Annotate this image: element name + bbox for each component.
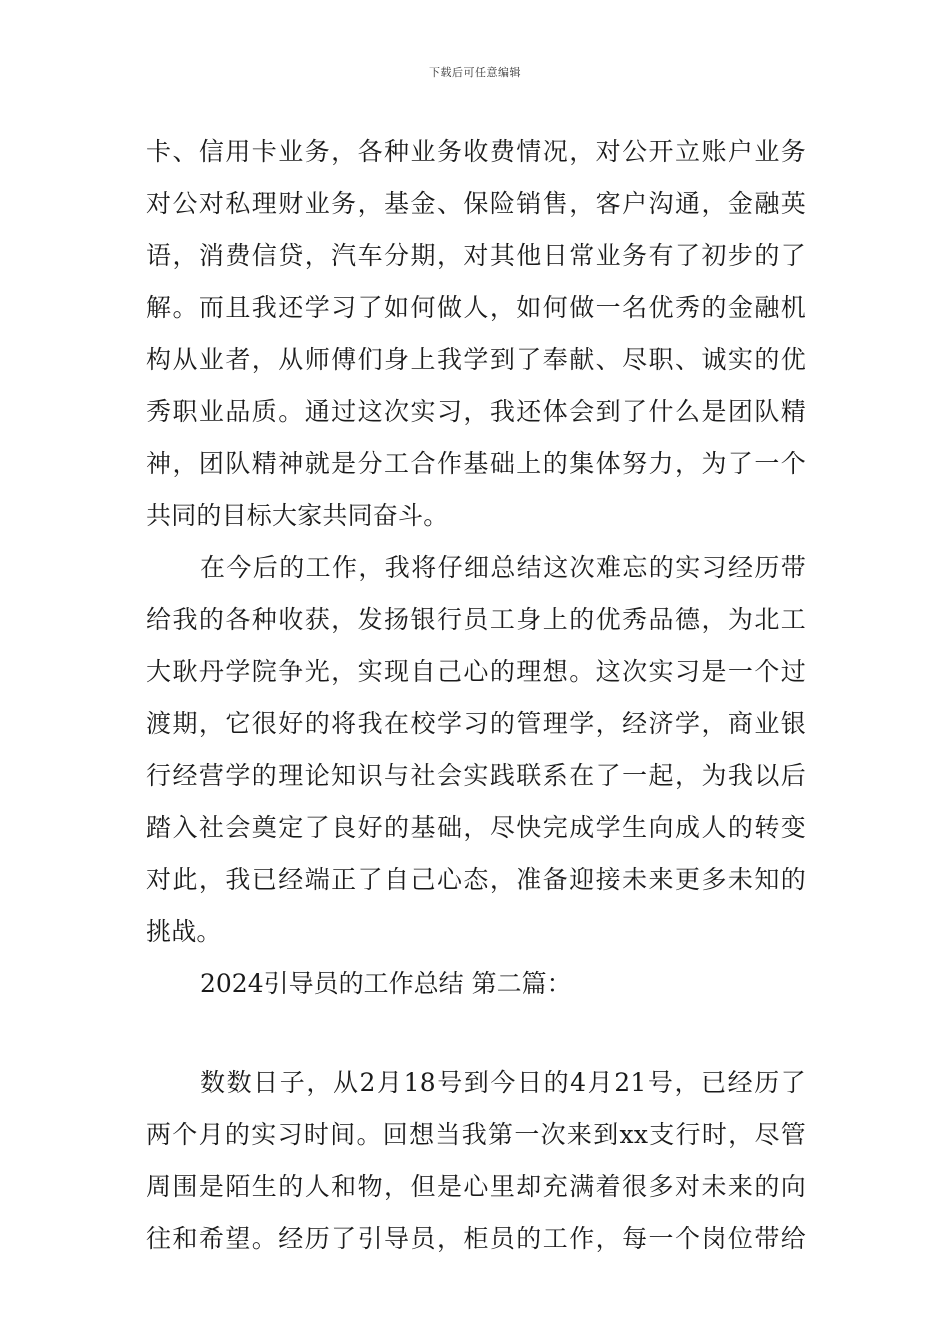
document-body bbox=[146, 126, 806, 1265]
paragraph-1 bbox=[146, 126, 806, 542]
text-line: 行经营学的理论知识与社会实践联系在了一起，为我以后 bbox=[146, 761, 806, 790]
text-line: 数数日子，从2月18号到今日的4月21号，已经历了 bbox=[200, 1068, 806, 1097]
text-line: 给我的各种收获，发扬银行员工身上的优秀品德，为北工 bbox=[146, 605, 806, 634]
text-line: 共同的目标大家共同奋斗。 bbox=[146, 501, 449, 530]
text-line: 秀职业品质。通过这次实习，我还体会到了什么是团队精 bbox=[146, 397, 806, 426]
text-line: 解。而且我还学习了如何做人，如何做一名优秀的金融机 bbox=[146, 293, 806, 322]
text-line: 大耿丹学院争光，实现自己心的理想。这次实习是一个过 bbox=[146, 657, 806, 686]
text-line: 卡、信用卡业务，各种业务收费情况，对公开立账户业务 bbox=[146, 137, 806, 166]
text-line: 渡期，它很好的将我在校学习的管理学，经济学，商业银 bbox=[146, 709, 806, 738]
text-line: 神，团队精神就是分工合作基础上的集体努力，为了一个 bbox=[146, 449, 806, 478]
text-line: 语，消费信贷，汽车分期，对其他日常业务有了初步的了 bbox=[146, 241, 806, 270]
blank-line bbox=[146, 1010, 806, 1057]
text-line: 踏入社会奠定了良好的基础，尽快完成学生向成人的转变 bbox=[146, 813, 806, 842]
paragraph-3 bbox=[146, 1057, 806, 1265]
text-line: 往和希望。经历了引导员，柜员的工作，每一个岗位带给 bbox=[146, 1224, 806, 1253]
text-line: 对公对私理财业务，基金、保险销售，客户沟通，金融英 bbox=[146, 189, 806, 218]
paragraph-2 bbox=[146, 542, 806, 958]
text-line: 对此，我已经端正了自己心态，准备迎接未来更多未知的 bbox=[146, 865, 806, 894]
text-line: 两个月的实习时间。回想当我第一次来到xx支行时，尽管 bbox=[146, 1120, 806, 1149]
text-line: 构从业者，从师傅们身上我学到了奉献、尽职、诚实的优 bbox=[146, 345, 806, 374]
text-line: 在今后的工作，我将仔细总结这次难忘的实习经历带 bbox=[200, 553, 806, 582]
page-header: 下载后可任意编辑 bbox=[429, 66, 521, 79]
text-line: 挑战。 bbox=[146, 917, 222, 946]
section-title: 2024引导员的工作总结 第二篇： bbox=[200, 969, 572, 998]
text-line: 周围是陌生的人和物，但是心里却充满着很多对未来的向 bbox=[146, 1172, 806, 1201]
